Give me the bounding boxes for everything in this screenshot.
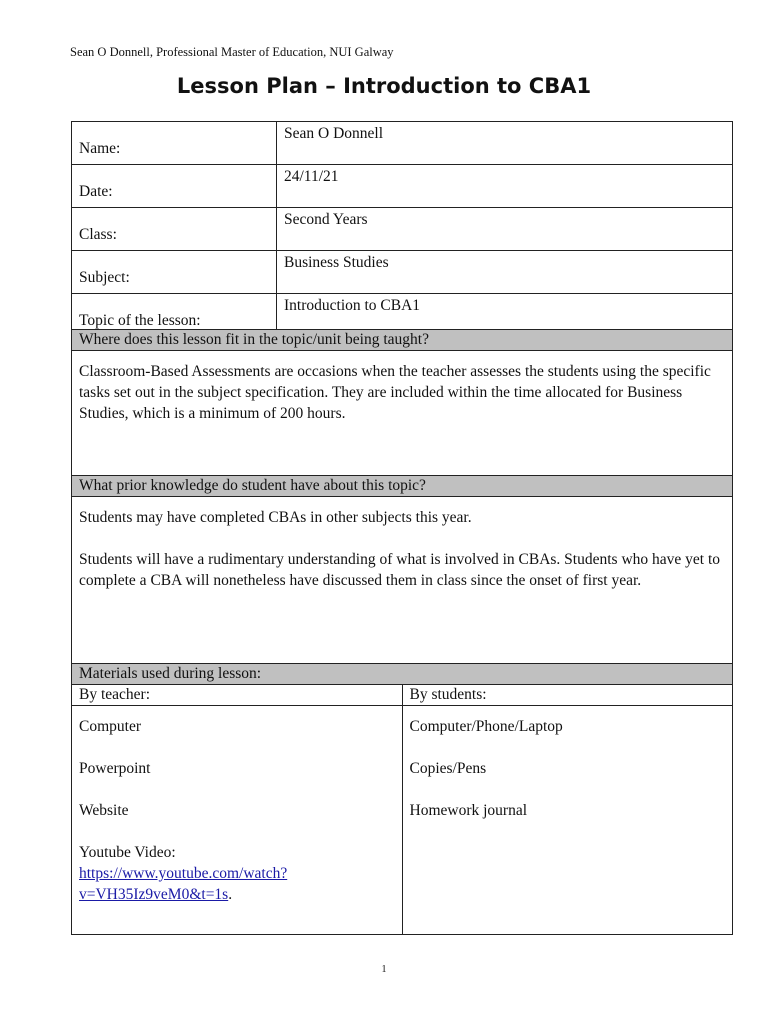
youtube-video-label: Youtube Video: [79, 844, 176, 861]
document-header-note: Sean O Donnell, Professional Master of Education, NUI Galway [70, 45, 394, 59]
name-label: Name: [72, 122, 277, 165]
prior-knowledge-text: Students will have a rudimentary understanding of what is involved in CBAs. Students who have yet to complete a CBA will nonetheless have discussed them in class since the onset of first year. [79, 551, 721, 589]
subject-value: Business Studies [277, 251, 733, 294]
lesson-context-table [71, 329, 733, 935]
list-item: Copies/Pens [409, 760, 487, 777]
by-students-label: By students: [402, 685, 733, 706]
name-value: Sean O Donnell [277, 122, 733, 165]
table-row [72, 165, 733, 208]
list-item: Homework journal [409, 802, 528, 819]
by-teacher-label: By teacher: [72, 685, 403, 706]
link-suffix: . [228, 886, 233, 903]
lesson-info-table [71, 121, 733, 337]
materials-heading: Materials used during lesson: [72, 664, 733, 685]
date-label: Date: [72, 165, 277, 208]
class-label: Class: [72, 208, 277, 251]
list-item: Powerpoint [79, 760, 151, 777]
student-materials-list [402, 706, 733, 935]
subject-label: Subject: [72, 251, 277, 294]
table-row [72, 251, 733, 294]
prior-knowledge-heading: What prior knowledge do student have about this topic? [72, 476, 733, 497]
topic-value: Introduction to CBA1 [277, 294, 733, 337]
prior-knowledge-text: Students may have completed CBAs in other subjects this year. [79, 509, 472, 526]
table-row [72, 208, 733, 251]
date-value: 24/11/21 [277, 165, 733, 208]
fit-section [72, 351, 733, 476]
topic-label: Topic of the lesson: [72, 294, 277, 337]
teacher-materials-list [72, 706, 403, 935]
class-value: Second Years [277, 208, 733, 251]
prior-knowledge-section [72, 497, 733, 664]
list-item: Website [79, 802, 129, 819]
fit-text: Classroom-Based Assessments are occasions when the teacher assesses the students using the specific tasks set out in the subject specification. They are included within the time allocated for Business Studies, which is a minimum of 200 hours. [79, 363, 711, 422]
table-row [72, 122, 733, 165]
list-item [79, 842, 395, 905]
page-title: Lesson Plan – Introduction to CBA1 [176, 74, 592, 98]
page-number: 1 [381, 964, 387, 975]
youtube-video-link[interactable]: https://www.youtube.com/watch?v=VH35Iz9veM0&t=1s [79, 865, 288, 903]
list-item: Computer/Phone/Laptop [409, 718, 563, 735]
fit-heading: Where does this lesson fit in the topic/unit being taught? [72, 330, 733, 351]
list-item: Computer [79, 718, 141, 735]
